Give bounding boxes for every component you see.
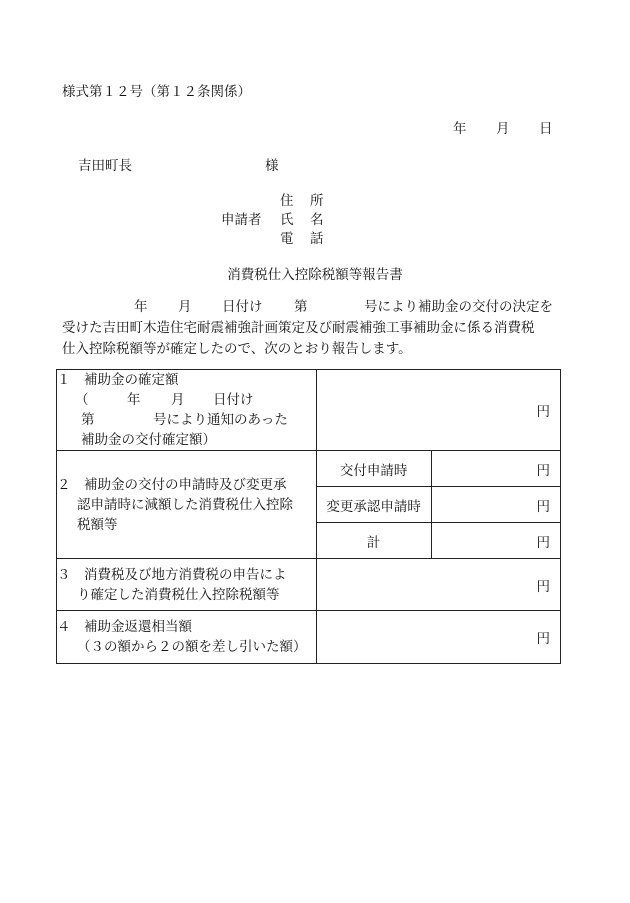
date-day-label: 日 — [539, 121, 553, 137]
refund-amount-value: 円 — [316, 611, 561, 664]
table-row-refund-amount — [57, 611, 561, 664]
report-table — [56, 369, 561, 664]
applicant-label: 申請者 — [221, 212, 262, 228]
honorific: 様 — [265, 158, 279, 174]
body-line-3: 仕入控除税額等が確定したので、次のとおり報告します。 — [62, 341, 412, 357]
change-application-label: 変更承認申請時 — [316, 487, 431, 523]
declared-tax-value: 円 — [316, 559, 561, 611]
document-title: 消費税仕入控除税額等報告書 — [227, 267, 403, 283]
body-paragraph — [62, 297, 572, 360]
table-row-confirmed-amount — [57, 370, 561, 451]
addressee: 吉田町長 — [78, 158, 132, 174]
confirmed-amount-value: 円 — [316, 370, 561, 451]
total-value: 円 — [431, 523, 560, 559]
date-month-label: 月 — [496, 121, 510, 137]
change-application-value: 円 — [431, 487, 560, 523]
application-time-value: 円 — [431, 451, 560, 487]
table-row-reduced-tax — [57, 451, 561, 487]
confirmed-amount-label: １ 補助金の確定額 （ 年 月 日付け 第 号により通知のあった 補助金の交付確定額） — [57, 370, 317, 451]
reduced-tax-label: ２ 補助金の交付の申請時及び変更承 認申請時に減額した消費税仕入控除 税額等 — [57, 451, 317, 559]
application-time-label: 交付申請時 — [316, 451, 431, 487]
body-line-2: 受けた吉田町木造住宅耐震補強計画策定及び耐震補強工事補助金に係る消費税 — [62, 320, 535, 336]
table-row-declared-tax — [57, 559, 561, 611]
form-number: 様式第１２号（第１２条関係） — [62, 84, 251, 100]
date-year-label: 年 — [453, 121, 467, 137]
body-line-1: 年 月 日付け 第 号により補助金の交付の決定を — [134, 299, 553, 315]
declared-tax-label: ３ 消費税及び地方消費税の申告によ り確定した消費税仕入控除税額等 — [57, 559, 317, 611]
total-label: 計 — [316, 523, 431, 559]
refund-amount-label: ４ 補助金返還相当額 （３の額から２の額を差し引いた額） — [57, 611, 317, 664]
